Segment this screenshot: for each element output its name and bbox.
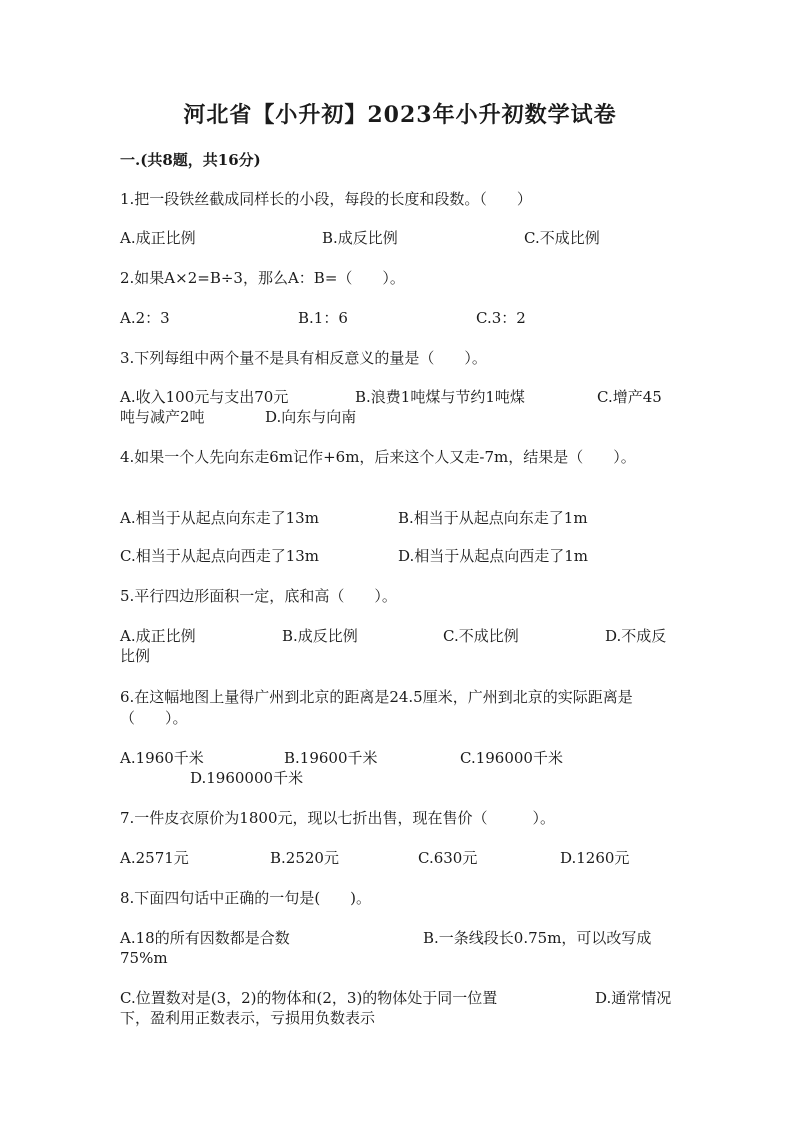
option-c: C.相当于从起点向西走了13m bbox=[120, 547, 320, 565]
option-c-continued: 吨与减产2吨 bbox=[120, 408, 205, 426]
option-a: A.成正比例 bbox=[120, 229, 196, 247]
option-b: B.1：6 bbox=[298, 309, 348, 327]
option-b: B.成反比例 bbox=[282, 627, 358, 645]
option-b: B.相当于从起点向东走了1m bbox=[398, 509, 588, 527]
option-c: C.位置数对是(3，2)的物体和(2，3)的物体处于同一位置 bbox=[120, 989, 498, 1007]
question-stem: 6.在这幅地图上量得广州到北京的距离是24.5厘米，广州到北京的实际距离是 bbox=[120, 688, 633, 706]
question-stem: 8.下面四句话中正确的一句是( )。 bbox=[120, 889, 372, 907]
option-b: B.19600千米 bbox=[284, 749, 378, 767]
option-d: D.不成反 bbox=[605, 627, 667, 645]
option-b: B.成反比例 bbox=[322, 229, 398, 247]
option-d: D.向东与向南 bbox=[265, 408, 357, 426]
option-a: A.2571元 bbox=[120, 849, 189, 867]
question-stem: 5.平行四边形面积一定，底和高（ ）。 bbox=[120, 587, 397, 605]
question-stem: 1.把一段铁丝截成同样长的小段，每段的长度和段数。（ ） bbox=[120, 190, 532, 208]
option-c: C.630元 bbox=[418, 849, 478, 867]
option-d: D.通常情况 bbox=[595, 989, 672, 1007]
page-title: 河北省【小升初】2023年小升初数学试卷 bbox=[183, 102, 617, 128]
question-stem: 2.如果A×2=B÷3，那么A：B=（ ）。 bbox=[120, 269, 405, 287]
option-a: A.收入100元与支出70元 bbox=[120, 388, 289, 406]
option-c: C.不成比例 bbox=[443, 627, 519, 645]
option-b: B.浪费1吨煤与节约1吨煤 bbox=[355, 388, 525, 406]
option-d: D.1960000千米 bbox=[190, 769, 304, 787]
question-stem: 4.如果一个人先向东走6m记作+6m，后来这个人又走-7m，结果是（ ）。 bbox=[120, 448, 636, 466]
option-d-continued: 比例 bbox=[120, 647, 151, 665]
option-c: C.增产45 bbox=[597, 388, 662, 406]
option-d-continued: 下，盈利用正数表示，亏损用负数表示 bbox=[120, 1009, 376, 1027]
option-d: D.1260元 bbox=[560, 849, 630, 867]
option-a: A.18的所有因数都是合数 bbox=[120, 929, 290, 947]
section-heading: 一.(共8题，共16分) bbox=[120, 151, 261, 169]
option-a: A.成正比例 bbox=[120, 627, 196, 645]
question-stem: 7.一件皮衣原价为1800元，现以七折出售，现在售价（ ）。 bbox=[120, 809, 555, 827]
option-b: B.2520元 bbox=[270, 849, 339, 867]
option-b-continued: 75%m bbox=[120, 949, 168, 967]
option-c: C.196000千米 bbox=[460, 749, 563, 767]
option-d: D.相当于从起点向西走了1m bbox=[398, 547, 589, 565]
option-b: B.一条线段长0.75m，可以改写成 bbox=[423, 929, 652, 947]
option-a: A.2：3 bbox=[120, 309, 170, 327]
option-a: A.1960千米 bbox=[120, 749, 204, 767]
option-a: A.相当于从起点向东走了13m bbox=[120, 509, 319, 527]
option-c: C.不成比例 bbox=[524, 229, 600, 247]
option-c: C.3：2 bbox=[476, 309, 526, 327]
question-stem-continued: （ ）。 bbox=[120, 709, 188, 727]
question-stem: 3.下列每组中两个量不是具有相反意义的量是（ ）。 bbox=[120, 349, 487, 367]
